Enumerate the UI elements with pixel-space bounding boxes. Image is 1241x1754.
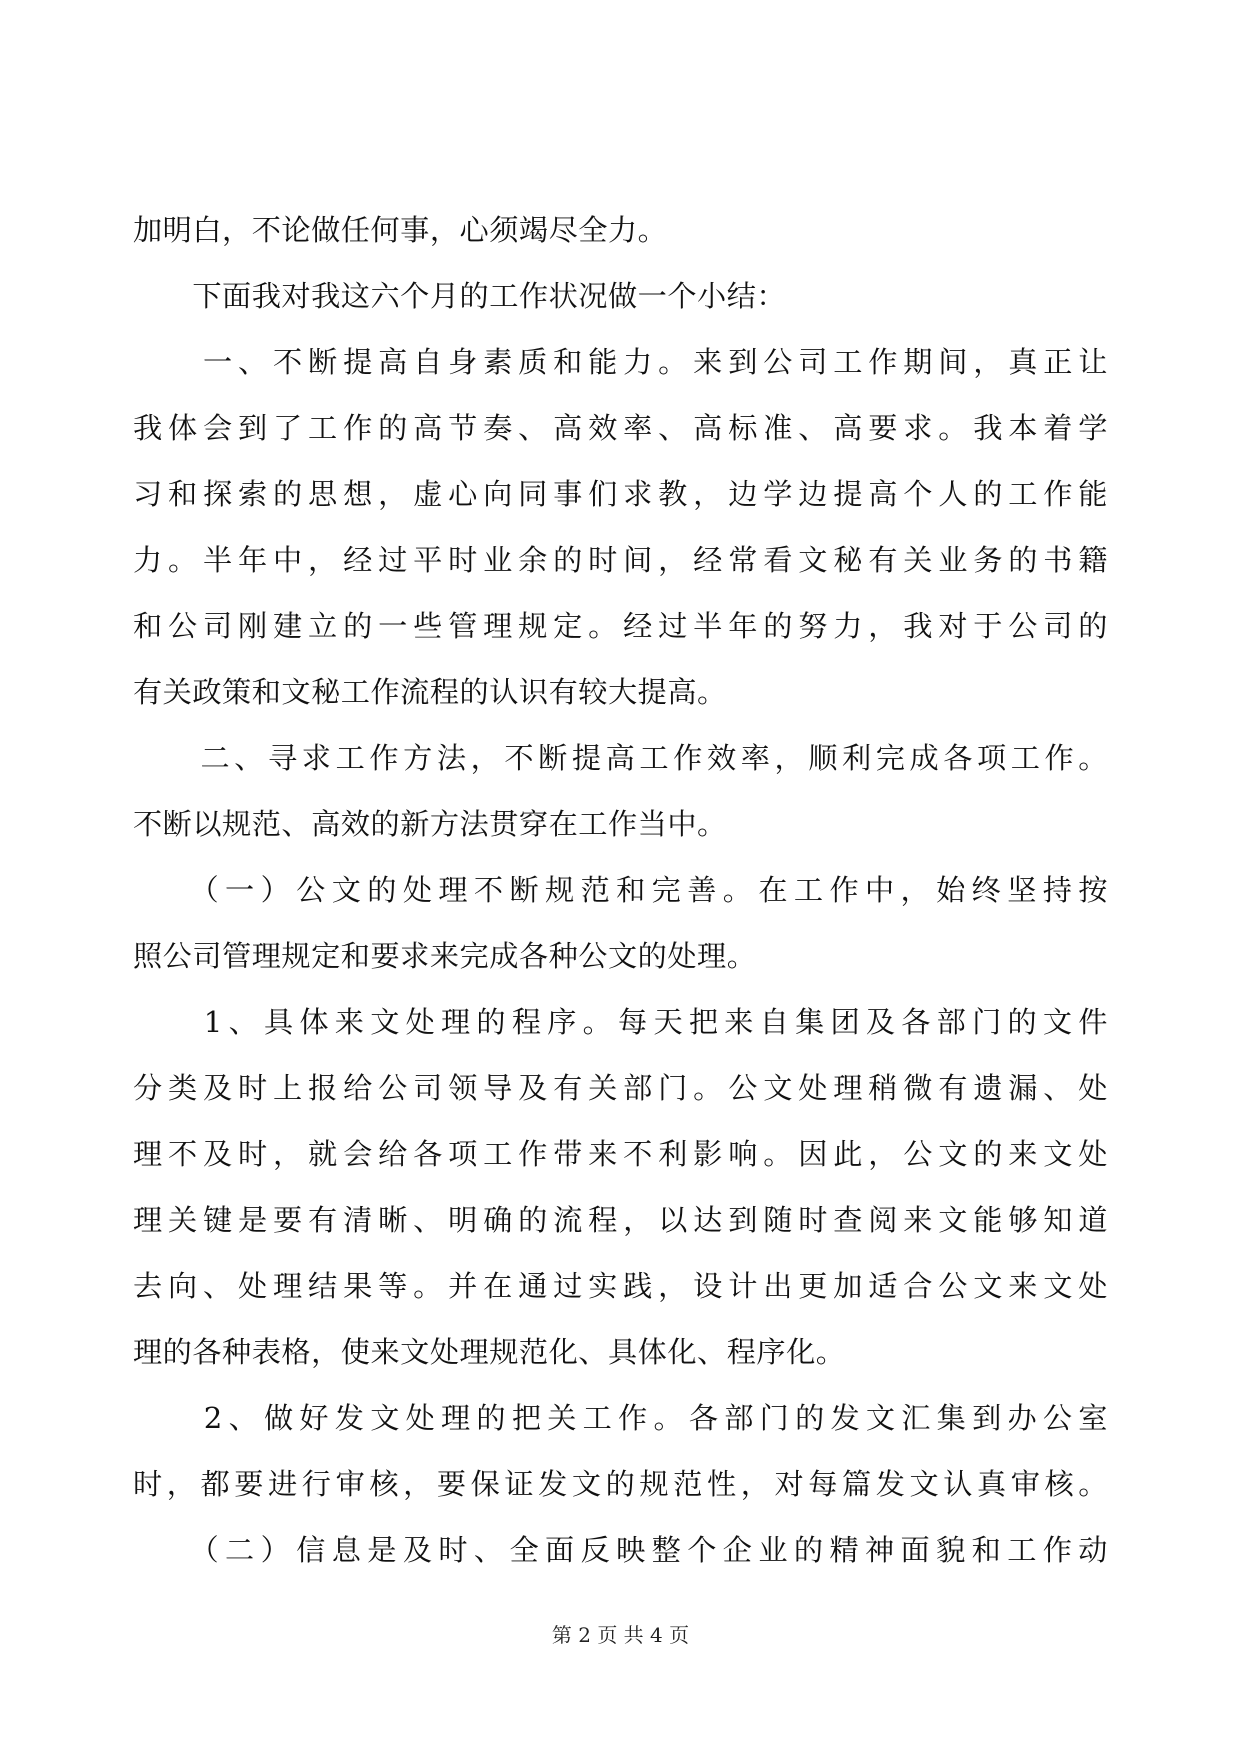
- body-text-line: 理不及时，就会给各项工作带来不利影响。因此，公文的来文处: [133, 1137, 1108, 1171]
- body-text-line: 我体会到了工作的高节奏、高效率、高标准、高要求。我本着学: [133, 411, 1108, 445]
- page-number-footer: 第 2 页 共 4 页: [551, 1623, 690, 1647]
- body-text-line: 时，都要进行审核，要保证发文的规范性，对每篇发文认真审核。: [133, 1467, 1108, 1501]
- body-text-line: 分类及时上报给公司领导及有关部门。公文处理稍微有遗漏、处: [133, 1071, 1108, 1105]
- body-text-line: 力。半年中，经过平时业余的时间，经常看文秘有关业务的书籍: [133, 543, 1108, 577]
- body-text-line: 理关键是要有清晰、明确的流程，以达到随时查阅来文能够知道: [133, 1203, 1108, 1237]
- body-text-line: 照公司管理规定和要求来完成各种公文的处理。: [133, 939, 757, 973]
- body-text-line: （一）公文的处理不断规范和完善。在工作中，始终坚持按: [133, 873, 1108, 907]
- body-text-line: 2、做好发文处理的把关工作。各部门的发文汇集到办公室: [133, 1401, 1108, 1435]
- body-text-line: 加明白，不论做任何事，心须竭尽全力。: [133, 213, 668, 247]
- body-text-line: 二、寻求工作方法，不断提高工作效率，顺利完成各项工作。: [133, 741, 1108, 775]
- body-text-line: 有关政策和文秘工作流程的认识有较大提高。: [133, 675, 727, 709]
- body-text-line: 去向、处理结果等。并在通过实践，设计出更加适合公文来文处: [133, 1269, 1108, 1303]
- body-text-line: （二）信息是及时、全面反映整个企业的精神面貌和工作动: [133, 1533, 1108, 1567]
- body-text-line: 和公司刚建立的一些管理规定。经过半年的努力，我对于公司的: [133, 609, 1108, 643]
- body-text-line: 下面我对我这六个月的工作状况做一个小结：: [133, 279, 787, 313]
- body-text-line: 不断以规范、高效的新方法贯穿在工作当中。: [133, 807, 727, 841]
- body-text-line: 理的各种表格，使来文处理规范化、具体化、程序化。: [133, 1335, 846, 1369]
- body-text-line: 一、不断提高自身素质和能力。来到公司工作期间，真正让: [133, 345, 1108, 379]
- body-text-line: 1、具体来文处理的程序。每天把来自集团及各部门的文件: [133, 1005, 1108, 1039]
- body-text-line: 习和探索的思想，虚心向同事们求教，边学边提高个人的工作能: [133, 477, 1108, 511]
